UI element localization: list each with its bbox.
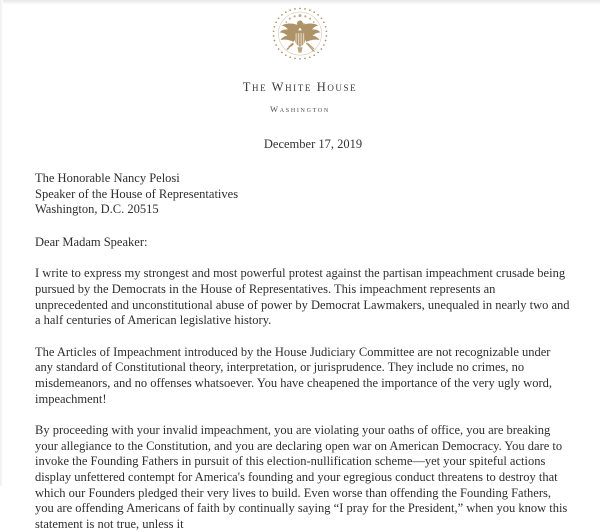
presidential-seal-icon: [268, 6, 332, 66]
body-paragraph-3: By proceeding with your invalid impeachment, you are violating your oaths of office, you are breaking your allegiance to the Constitution, and you are declaring open war on American Democracy. You dare to invoke the Founding Fathers in pursuit of this election-nullification scheme—yet your spiteful actions display unfettered contempt for America's founding and your egregious conduct threatens to destroy that which our Founders pledged their very lives to build. Even worse than offending the Founding Fathers, you are offending Americans of faith by continually saying “I pray for the President,” when you know this statement is not true, unless it: [35, 423, 568, 531]
addressee-line-1: The Honorable Nancy Pelosi: [35, 171, 180, 185]
addressee-line-3: Washington, D.C. 20515: [35, 202, 159, 217]
body-paragraph-1: I write to express my strongest and most powerful protest against the partisan impeachment crusade being pursued by the Democrats in the House of Representatives. This impeachment represents an unprecedented and unconstitutional abuse of power by Democrat Lawmakers, unequaled in nearly two and a half centuries of American legislative history.: [35, 266, 570, 328]
letter-body: [0, 171, 600, 532]
letterhead-subtitle: Washington: [270, 104, 330, 114]
letterhead-title: The White House: [242, 80, 358, 94]
letterhead: [0, 0, 600, 114]
addressee-line-2: Speaker of the House of Representatives: [35, 186, 239, 201]
date-line: December 17, 2019: [263, 137, 363, 151]
salutation: Dear Madam Speaker:: [35, 234, 148, 249]
addressee-block: [35, 171, 570, 218]
body-paragraph-2: The Articles of Impeachment introduced by the House Judiciary Committee are not recognizable under any standard of Constitutional theory, interpretation, or jurisprudence. They include no crimes, no misdemeanors, and no offenses whatsoever. You have cheapened the importance of the very ugly word, impeachment!: [35, 344, 552, 406]
